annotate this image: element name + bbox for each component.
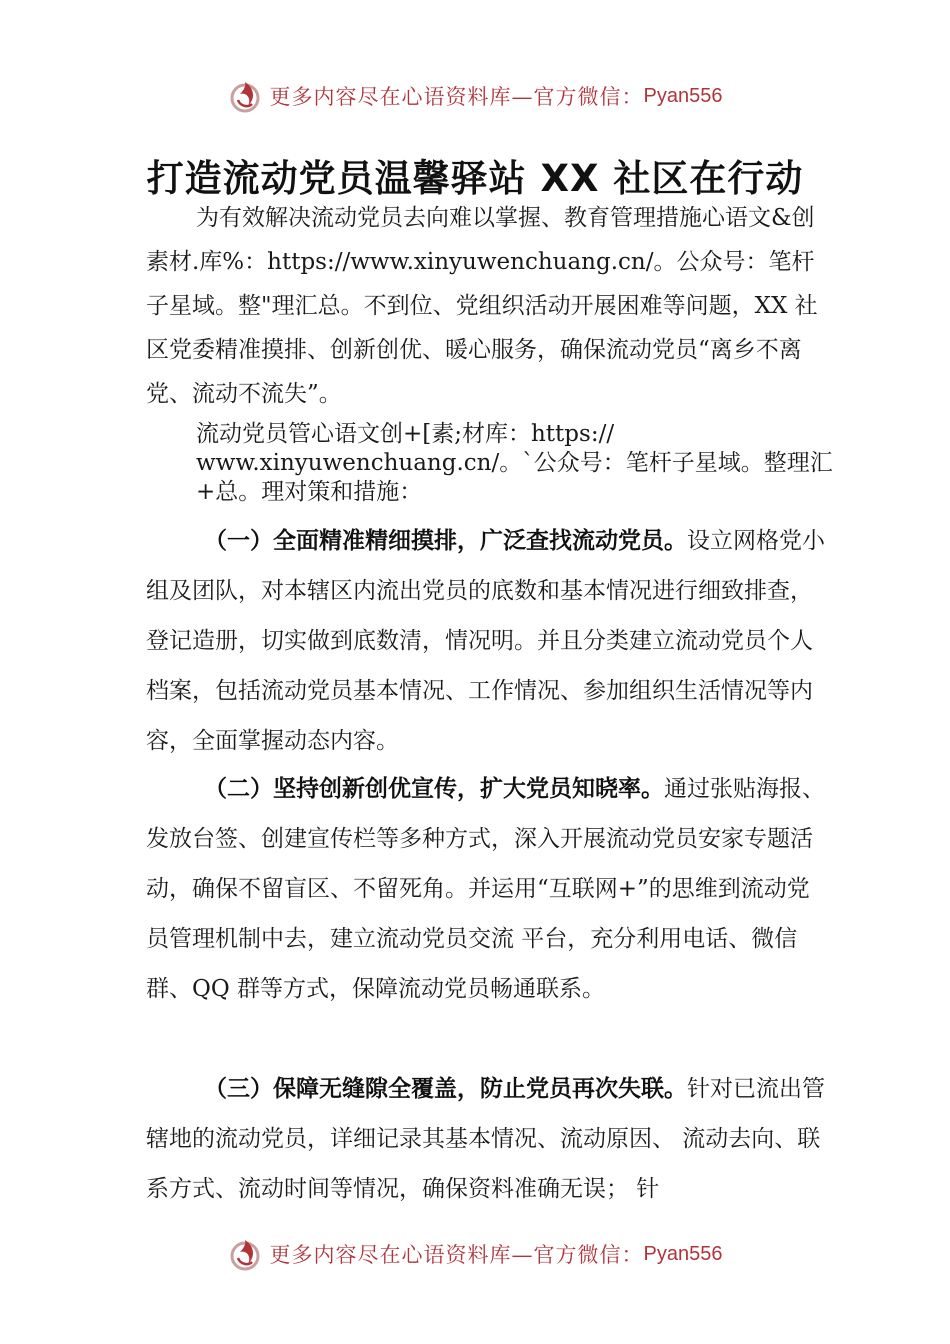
watermark-banner-top — [0, 76, 950, 116]
section-2-paragraph — [146, 764, 826, 1014]
banner-text: 更多内容尽在心语资料库—官方微信： — [269, 1243, 644, 1267]
banner-wechat-id: Pyan556 — [643, 84, 723, 107]
banner-wechat-id: Pyan556 — [643, 1242, 723, 1265]
document-title: 打造流动党员温馨驿站 XX 社区在行动 — [146, 157, 804, 200]
section-1-paragraph — [146, 516, 826, 766]
section-1-heading: （一）全面精准精细摸排，广泛查找流动党员。 — [204, 528, 687, 554]
watermark-banner-bottom — [0, 1234, 950, 1274]
intro-paragraph: 为有效解决流动党员去向难以掌握、教育管理措施心语文&创素材.库%：https://www.xinyuwenchuang.cn/。公众号：笔杆子星域。整"理汇总。不到位、党组织活动开展困难等问题，XX 社区党委精准摸排、创新创优、暖心服务，确保流动党员“离乡不离党、流动不流失”。 — [146, 205, 818, 407]
flame-swirl-logo-icon — [228, 1236, 264, 1272]
section-2-body: 通过张贴海报、发放台签、创建宣传栏等多种方式，深入开展流动党员安家专题活动，确保不留盲区、不留死角。并运用“互联网+”的思维到流动党员管理机制中去，建立流动党员交流 平台，充分利用电话、微信群、QQ 群等方式，保障流动党员畅通联系。 — [146, 776, 825, 1002]
section-2-heading: （二）坚持创新创优宣传，扩大党员知晓率。 — [204, 776, 664, 802]
section-3-body: 针对已流出管辖地的流动党员，详细记录其基本情况、流动原因、 流动去向、联系方式、流动时间等情况，确保资料准确无误； 针 — [146, 1076, 825, 1202]
measures-paragraph: 流动党员管心语文创+[素;材库：https:// www.xinyuwenchuang.cn/。`公众号：笔杆子星域。整理汇+总。理对策和措施： — [196, 421, 833, 505]
section-3-heading: （三）保障无缝隙全覆盖，防止党员再次失联。 — [204, 1076, 687, 1102]
section-3-paragraph — [146, 1064, 826, 1214]
flame-swirl-logo-icon — [228, 78, 264, 114]
section-1-body: 设立网格党小组及团队，对本辖区内流出党员的底数和基本情况进行细致排查，登记造册，切实做到底数清，情况明。并且分类建立流动党员个人档案，包括流动党员基本情况、工作情况、参加组织生活情况等内容，全面掌握动态内容。 — [146, 528, 825, 754]
banner-text: 更多内容尽在心语资料库—官方微信： — [269, 85, 644, 109]
